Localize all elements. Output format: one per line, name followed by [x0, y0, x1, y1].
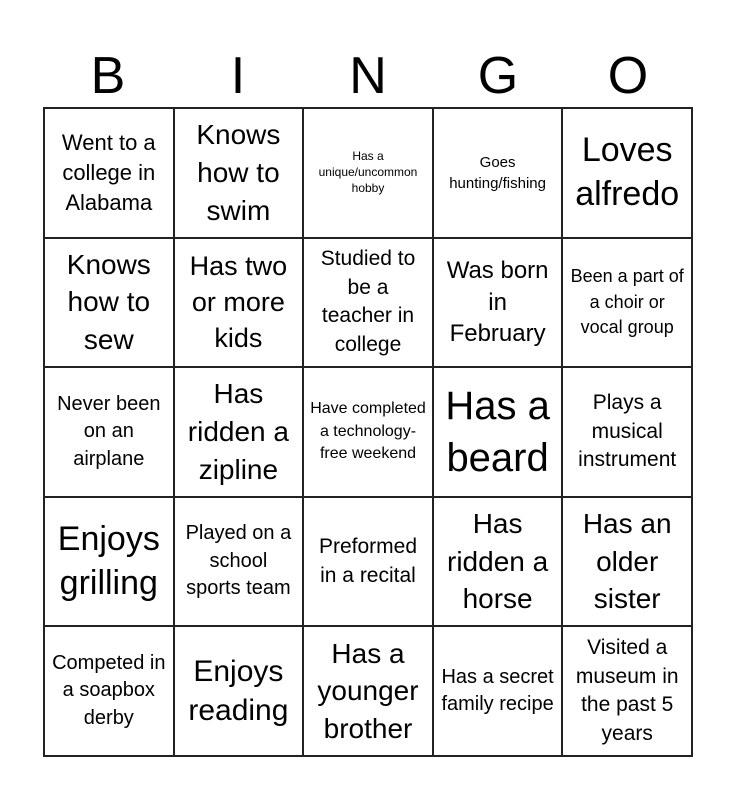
- bingo-cell-label: Never been on an airplane: [57, 392, 161, 470]
- bingo-cell[interactable]: [44, 108, 174, 238]
- bingo-cell[interactable]: [433, 497, 563, 627]
- header-letter-b: B: [90, 47, 126, 105]
- bingo-cell[interactable]: [303, 497, 433, 627]
- bingo-cell-label: Loves alfredo: [575, 131, 680, 213]
- bingo-cell[interactable]: [562, 108, 692, 238]
- bingo-cell-label: Has two or more kids: [189, 251, 288, 354]
- bingo-cell-label: Knows how to sew: [66, 248, 151, 356]
- bingo-cell[interactable]: [303, 626, 433, 756]
- bingo-cell[interactable]: [303, 238, 433, 368]
- bingo-cell-label: Been a part of a choir or vocal group: [570, 266, 684, 338]
- bingo-cell-label: Goes hunting/fishing: [449, 153, 546, 192]
- header-letter-g: G: [477, 47, 519, 105]
- bingo-cell[interactable]: [433, 108, 563, 238]
- bingo-cell[interactable]: [44, 626, 174, 756]
- bingo-cell-label: Competed in a soapbox derby: [52, 651, 166, 729]
- bingo-cell-label: Have completed a technology-free weekend: [310, 400, 426, 463]
- header-letter-n: N: [349, 47, 387, 105]
- header-letter-o: O: [607, 47, 649, 105]
- bingo-cell[interactable]: [174, 108, 304, 238]
- bingo-cell[interactable]: [562, 497, 692, 627]
- bingo-cell[interactable]: [433, 238, 563, 368]
- bingo-cell[interactable]: [562, 238, 692, 368]
- bingo-cell-label: Has an older sister: [582, 507, 672, 615]
- bingo-cell[interactable]: [44, 497, 174, 627]
- bingo-cell[interactable]: [562, 367, 692, 497]
- bingo-cell[interactable]: [44, 238, 174, 368]
- bingo-cell[interactable]: [303, 367, 433, 497]
- bingo-cell-label: Has ridden a zipline: [187, 378, 289, 485]
- bingo-cell-label: Enjoys reading: [188, 655, 289, 728]
- bingo-cell[interactable]: [433, 367, 563, 497]
- bingo-cell-label: Has a unique/uncommon hobby: [318, 149, 418, 195]
- bingo-cell-label: Knows how to swim: [196, 119, 281, 226]
- bingo-cell[interactable]: [562, 626, 692, 756]
- bingo-cell-label: Enjoys grilling: [57, 520, 160, 602]
- bingo-cell[interactable]: [174, 497, 304, 627]
- bingo-cell-label: Played on a school sports team: [185, 522, 292, 600]
- bingo-cell[interactable]: [174, 367, 304, 497]
- bingo-cell-label: Went to a college in Alabama: [61, 129, 156, 215]
- bingo-cell[interactable]: [174, 238, 304, 368]
- bingo-cell[interactable]: [433, 626, 563, 756]
- bingo-cell-label: Has a secret family recipe: [441, 665, 554, 716]
- bingo-cell-label: Visited a museum in the past 5 years: [575, 636, 679, 745]
- bingo-header: [43, 44, 693, 108]
- header-letter-i: I: [230, 47, 246, 105]
- bingo-cell-label: Has ridden a horse: [447, 507, 549, 615]
- bingo-cell-label: Plays a musical instrument: [578, 391, 677, 472]
- bingo-cell[interactable]: [174, 626, 304, 756]
- bingo-cell-label: Studied to be a teacher in college: [320, 247, 416, 356]
- bingo-board: [43, 107, 693, 757]
- bingo-cell-label: Was born in February: [446, 256, 549, 348]
- bingo-cell-label: Has a beard: [445, 383, 550, 480]
- bingo-cell-label: Preformed in a recital: [318, 535, 418, 587]
- bingo-cell[interactable]: [44, 367, 174, 497]
- bingo-cell[interactable]: [303, 108, 433, 238]
- bingo-cell-label: Has a younger brother: [317, 637, 419, 745]
